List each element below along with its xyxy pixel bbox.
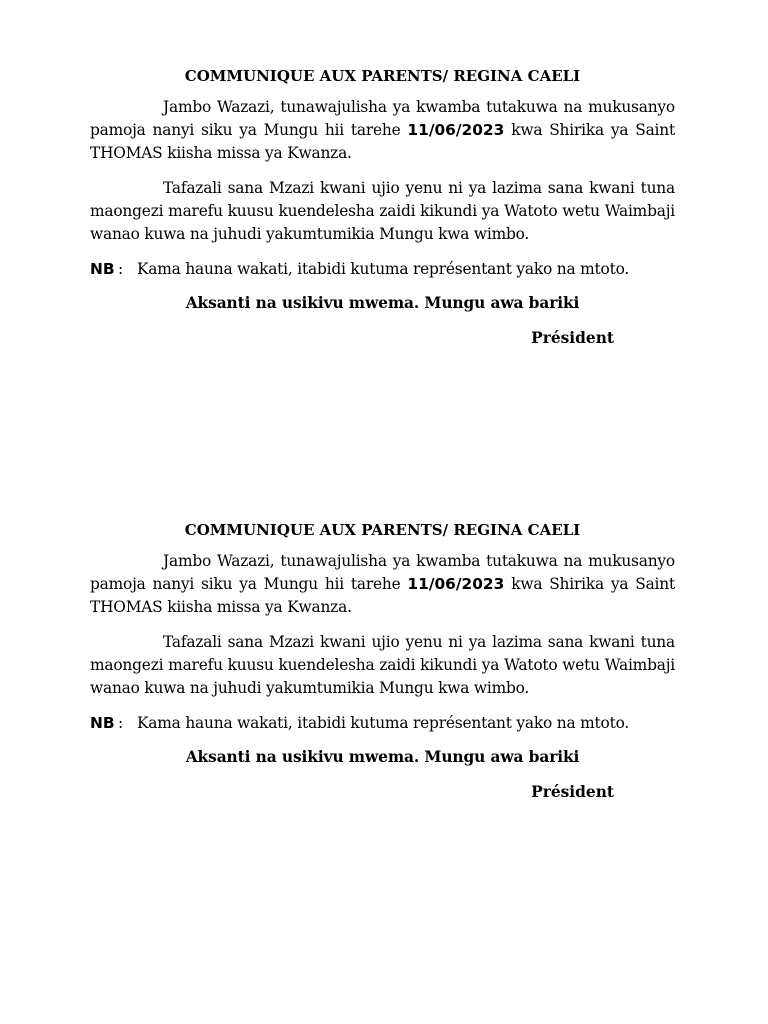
closing-line: Aksanti na usikivu mwema. Mungu awa bariki [185,294,580,312]
announcement-text-start: Jambo Wazazi, tunawajulisha ya kwamba tutakuwa na mukusanyo pamoja nanyi siku ya Mungu hii tarehe [90,552,675,593]
nb-separator: : [118,260,123,278]
nb-note [90,258,675,281]
announcement-paragraph [90,550,675,619]
announcement-text-end: kwa Shirika ya Saint THOMAS kiisha missa ya Kwanza. [90,121,675,162]
request-paragraph: Tafazali sana Mzazi kwani ujio yenu ni ya lazima sana kwani tuna maongezi marefu kuusu kuendelesha zaidi kikundi ya Watoto wetu Waimbaji wanao kuwa na juhudi yakumtumikia Mungu kwa wimbo. [90,633,675,697]
announcement-text-end: kwa Shirika ya Saint THOMAS kiisha missa ya Kwanza. [90,575,675,616]
request-paragraph: Tafazali sana Mzazi kwani ujio yenu ni ya lazima sana kwani tuna maongezi marefu kuusu kuendelesha zaidi kikundi ya Watoto wetu Waimbaji wanao kuwa na juhudi yakumtumikia Mungu kwa wimbo. [90,179,675,243]
announcement-text-start: Jambo Wazazi, tunawajulisha ya kwamba tutakuwa na mukusanyo pamoja nanyi siku ya Mungu hii tarehe [90,98,675,139]
nb-text: Kama hauna wakati, itabidi kutuma représentant yako na mtoto. [137,714,630,732]
notice-copy-1 [90,67,675,350]
nb-label: NB [90,714,115,732]
signature: Président [531,329,614,347]
notice-copy-2 [90,521,675,804]
notice-title: COMMUNIQUE AUX PARENTS/ REGINA CAELI [184,67,581,85]
closing-line: Aksanti na usikivu mwema. Mungu awa bariki [185,748,580,766]
notice-title: COMMUNIQUE AUX PARENTS/ REGINA CAELI [184,521,581,539]
nb-text: Kama hauna wakati, itabidi kutuma représentant yako na mtoto. [137,260,630,278]
meeting-date: 11/06/2023 [407,121,505,139]
signature: Président [531,783,614,801]
announcement-paragraph [90,96,675,165]
nb-label: NB [90,260,115,278]
nb-separator: : [118,714,123,732]
meeting-date: 11/06/2023 [407,575,505,593]
nb-note [90,712,675,735]
